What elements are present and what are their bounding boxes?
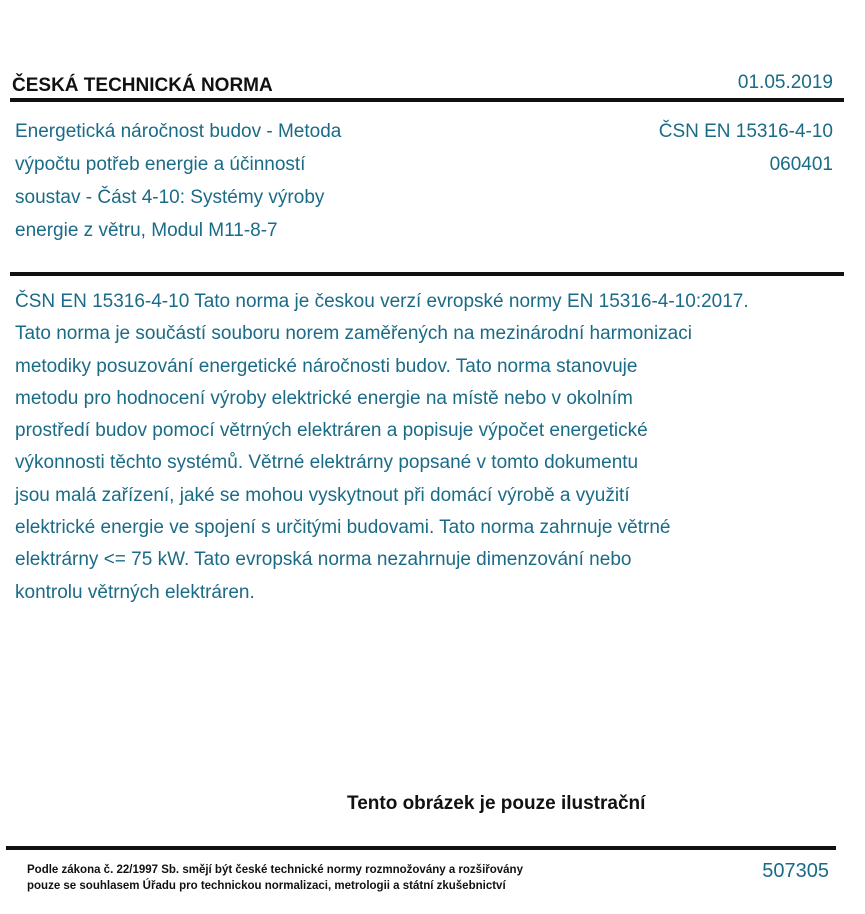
section-divider: [10, 272, 844, 276]
legal-notice-line: pouze se souhlasem Úřadu pro technickou normalizaci, metrologii a státní zkušebnictví: [27, 880, 506, 892]
document-title-line: Energetická náročnost budov - Metoda: [15, 121, 342, 142]
document-title-line: energie z větru, Modul M11-8-7: [15, 220, 278, 241]
footer-divider: [6, 846, 836, 850]
abstract-line: elektrárny <= 75 kW. Tato evropská norma nezahrnuje dimenzování nebo: [15, 549, 632, 571]
header-divider: [10, 98, 844, 102]
abstract-line: Tato norma je součástí souboru norem zaměřených na mezinárodní harmonizaci: [15, 323, 692, 345]
document-title-line: soustav - Část 4-10: Systémy výroby: [15, 187, 325, 208]
abstract-line: metodu pro hodnocení výroby elektrické energie na místě nebo v okolním: [15, 387, 633, 409]
publication-date: 01.05.2019: [737, 72, 833, 93]
legal-notice-line: Podle zákona č. 22/1997 Sb. smějí být české technické normy rozmnožovány a rozšiřovány: [27, 864, 523, 876]
document-title-line: výpočtu potřeb energie a účinností: [15, 154, 306, 175]
abstract-line: metodiky posuzování energetické náročnosti budov. Tato norma stanovuje: [15, 355, 638, 377]
abstract-line: prostředí budov pomocí větrných elektráren a popisuje výpočet energetické: [15, 420, 648, 442]
standard-code: ČSN EN 15316-4-10: [658, 121, 833, 142]
header-title: ČESKÁ TECHNICKÁ NORMA: [12, 75, 273, 96]
abstract-line: ČSN EN 15316-4-10 Tato norma je českou verzí evropské normy EN 15316-4-10:2017.: [15, 291, 749, 312]
classification-number: 060401: [769, 154, 833, 175]
abstract-text: [15, 286, 855, 609]
catalog-number: 507305: [762, 860, 829, 882]
abstract-line: elektrické energie ve spojení s určitými budovami. Tato norma zahrnuje větrné: [15, 517, 671, 539]
abstract-line: kontrolu větrných elektráren.: [15, 581, 255, 603]
legal-notice: [27, 862, 523, 894]
abstract-line: výkonnosti těchto systémů. Větrné elektrárny popsané v tomto dokumentu: [15, 452, 639, 474]
illustration-note: Tento obrázek je pouze ilustrační: [347, 793, 646, 814]
document-title: [15, 115, 415, 247]
abstract-line: jsou malá zařízení, jaké se mohou vyskytnout při domácí výrobě a využití: [15, 484, 630, 506]
